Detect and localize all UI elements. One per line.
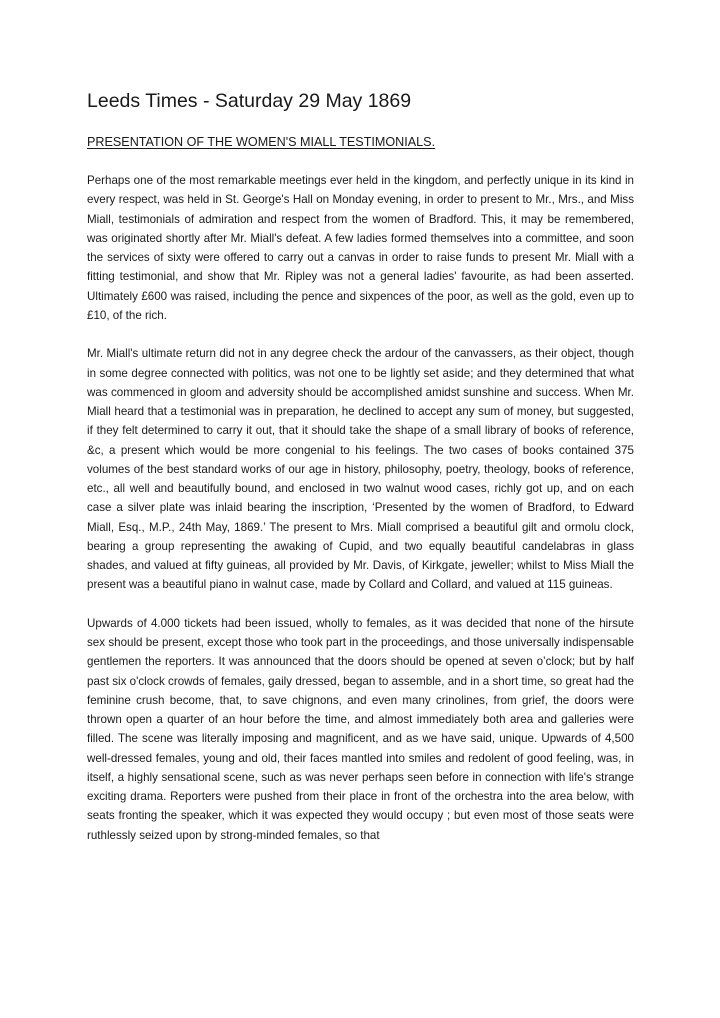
article-title: PRESENTATION OF THE WOMEN'S MIALL TESTIMONIALS. xyxy=(87,135,436,149)
document-body xyxy=(87,88,634,864)
paragraph-1: Perhaps one of the most remarkable meetings ever held in the kingdom, and perfectly unique in its kind in every respect, was held in St. George's Hall on Monday evening, in order to present to Mr., Mrs., and Miss Miall, testimonials of admiration and respect from the women of Bradford. This, it may be remembered, was originated shortly after Mr. Miall's defeat. A few ladies formed themselves into a committee, and soon the services of sixty were offered to carry out a canvas in order to raise funds to present Mr. Miall with a fitting testimonial, and show that Mr. Ripley was not a general ladies' favourite, as had been asserted. Ultimately £600 was raised, including the pence and sixpences of the poor, as well as the gold, even up to £10, of the rich. xyxy=(87,174,634,322)
newspaper-header-title: Leeds Times - Saturday 29 May 1869 xyxy=(87,90,412,112)
paragraph-3: Upwards of 4.000 tickets had been issued, wholly to females, as it was decided that none of the hirsute sex should be present, except those who took part in the proceedings, and those universally indispensable gentlemen the reporters. It was announced that the doors should be opened at seven o’clock; but by half past six o'clock crowds of females, gaily dressed, began to assemble, and in a short time, so great had the feminine crush become, that, to save chignons, and even many crinolines, from grief, the doors were thrown open a quarter of an hour before the time, and almost immediately both area and galleries were filled. The scene was literally imposing and magnificent, and as we have said, unique. Upwards of 4,500 well-dressed females, young and old, their faces mantled into smiles and redolent of good feeling, was, in itself, a highly sensational scene, such as was never perhaps seen before in connection with life's strange exciting drama. Reporters were pushed from their place in front of the orchestra into the area below, with seats fronting the speaker, which it was expected they would occupy ; but even most of those seats were ruthlessly seized upon by strong-minded females, so that xyxy=(87,616,634,842)
paragraph-2: Mr. Miall's ultimate return did not in any degree check the ardour of the canvassers, as their object, though in some degree connected with politics, was not one to be lightly set aside; and they determined that what was commenced in gloom and adversity should be accomplished amidst sunshine and success. When Mr. Miall heard that a testimonial was in preparation, he declined to accept any sum of money, but suggested, if they felt determined to carry it out, that it should take the shape of a small library of books of reference, &c, a present which would be more congenial to his feelings. The two cases of books contained 375 volumes of the best standard works of our age in history, philosophy, poetry, theology, books of reference, etc., all well and beautifully bound, and enclosed in two walnut wood cases, richly got up, and on each case a silver plate was inlaid bearing the inscription, ‘Presented by the women of Bradford, to Edward Miall, Esq., M.P., 24th May, 1869.’ The present to Mrs. Miall comprised a beautiful gilt and ormolu clock, bearing a group representing the awaking of Cupid, and two equally beautiful candelabras in glass shades, and valued at fifty guineas, all provided by Mr. Davis, of Kirkgate, jeweller; whilst to Miss Miall the present was a beautiful piano in walnut case, made by Collard and Collard, and valued at 115 guineas. xyxy=(87,347,634,592)
